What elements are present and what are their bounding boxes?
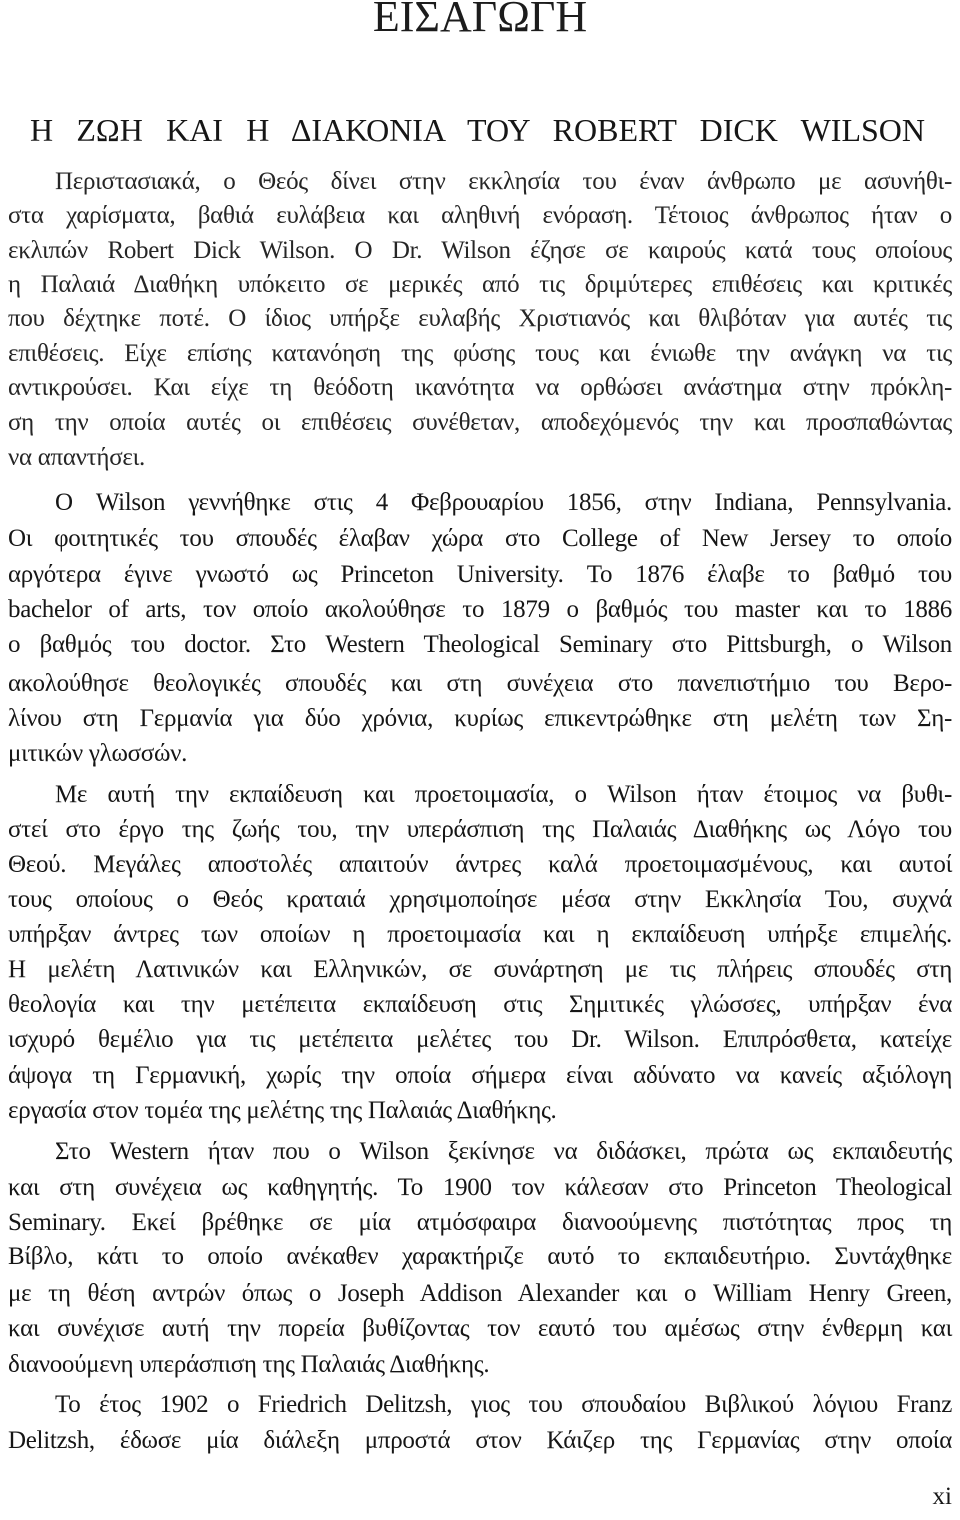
text-line: να απαντήσει. (8, 444, 145, 471)
text-line: Seminary. Εκεί βρέθηκε σε μία ατμόσφαιρα διανοούμενης πιστότητας προς τη (8, 1209, 952, 1236)
text-line: Περιστασιακά, ο Θεός δίνει στην εκκλησία του έναν άνθρωπο με ασυνήθι- (55, 168, 952, 195)
text-line: ση την οποία αυτές οι επιθέσεις συνέθεταν, αποδεχόμενός την και προσπαθώντας (8, 409, 952, 436)
text-line: τους οποίους ο Θεός κραταιά χρησιμοποίησε μέσα στην Εκκλησία Του, συχνά (8, 886, 952, 913)
page-number: xi (932, 1483, 952, 1510)
text-line: μιτικών γλωσσών. (8, 740, 188, 767)
section-title: Η ΖΩΗ ΚΑΙ Η ΔΙΑΚΟΝΙΑ ΤΟΥ ROBERT DICK WILSON (30, 112, 925, 148)
text-line: στα χαρίσματα, βαθιά ευλάβεια και αληθινή ενόραση. Τέτοιος άνθρωπος ήταν ο (8, 202, 952, 229)
text-line: εργασία στον τομέα της μελέτης της Παλαιάς Διαθήκης. (8, 1097, 557, 1124)
text-line: εκλιπών Robert Dick Wilson. Ο Dr. Wilson έζησε σε καιρούς κατά τους οποίους (8, 237, 952, 264)
text-line: Βίβλο, κάτι το οποίο ανέκαθεν χαρακτήριζε αυτό το εκπαιδευτήριο. Συντάχθηκε (8, 1243, 952, 1270)
text-line: Η μελέτη Λατινικών και Ελληνικών, σε συνάρτηση με τις πλήρεις σπουδές στη (8, 956, 952, 983)
text-line: με τη θέση αντρών όπως ο Joseph Addison Alexander και ο William Henry Green, (8, 1280, 952, 1307)
text-line: που δέχτηκε ποτέ. Ο ίδιος υπήρξε ευλαβής Χριστιανός και θλιβόταν για αυτές τις (8, 305, 952, 332)
text-line: Οι φοιτητικές του σπουδές έλαβαν χώρα στο College of New Jersey το οποίο (8, 525, 952, 552)
text-line: η Παλαιά Διαθήκη υπόκειτο σε μερικές από τις δριμύτερες επιθέσεις και κριτικές (8, 271, 952, 298)
text-line: επιθέσεις. Είχε επίσης κατανόηση της φύσης τους και ένιωθε την ανάγκη να τις (8, 340, 952, 367)
text-line: Το έτος 1902 ο Friedrich Delitzsh, γιος του σπουδαίου Βιβλικού λόγιου Franz (55, 1391, 952, 1418)
text-line: αργότερα έγινε γνωστό ως Princeton University. Το 1876 έλαβε το βαθμό του (8, 561, 952, 588)
chapter-heading: ΕΙΣΑΓΩΓΗ (372, 0, 588, 41)
text-line: Ο Wilson γεννήθηκε στις 4 Φεβρουαρίου 1856, στην Indiana, Pennsylvania. (55, 489, 952, 516)
text-line: αντικρούσει. Και είχε τη θεόδοτη ικανότητα να ορθώσει ανάστημα στην πρόκλη- (8, 374, 952, 401)
text-line: και συνέχισε αυτή την πορεία βυθίζοντας τον εαυτό του αμέσως στην ένθερμη και (8, 1315, 952, 1342)
text-line: ακολούθησε θεολογικές σπουδές και στη συνέχεια στο πανεπιστήμιο του Βερο- (8, 670, 952, 697)
text-line: Delitzsh, έδωσε μία διάλεξη μπροστά στον Κάιζερ της Γερμανίας στην οποία (8, 1427, 952, 1454)
text-line: Θεού. Μεγάλες αποστολές απαιτούν άντρες καλά προετοιμασμένους, και αυτοί (8, 851, 952, 878)
text-line: υπήρξαν άντρες των οποίων η προετοιμασία και η εκπαίδευση υπήρξε επιμελής. (8, 921, 952, 948)
text-line: Στο Western ήταν που ο Wilson ξεκίνησε να διδάσκει, πρώτα ως εκπαιδευτής (55, 1138, 952, 1165)
text-line: ισχυρό θεμέλιο για τις μετέπειτα μελέτες του Dr. Wilson. Επιπρόσθετα, κατείχε (8, 1026, 952, 1053)
text-line: θεολογία και την μετέπειτα εκπαίδευση στις Σημιτικές γλώσσες, υπήρξαν ένα (8, 991, 952, 1018)
text-line: άψογα τη Γερμανική, χωρίς την οποία σήμερα είναι αδύνατο να κανείς αξιόλογη (8, 1062, 952, 1089)
text-line: ο βαθμός του doctor. Στο Western Theological Seminary στο Pittsburgh, ο Wilson (8, 631, 952, 658)
text-line: διανοούμενη υπεράσπιση της Παλαιάς Διαθήκης. (8, 1351, 490, 1378)
text-line: στεί στο έργο της ζωής του, την υπεράσπιση της Παλαιάς Διαθήκης ως Λόγο του (8, 816, 952, 843)
text-line: και στη συνέχεια ως καθηγητής. Το 1900 τον κάλεσαν στο Princeton Theological (8, 1174, 952, 1201)
text-line: λίνου στη Γερμανία για δύο χρόνια, κυρίως επικεντρώθηκε στη μελέτη των Ση- (8, 705, 952, 732)
text-line: Με αυτή την εκπαίδευση και προετοιμασία, ο Wilson ήταν έτοιμος να βυθι- (55, 781, 952, 808)
text-line: bachelor of arts, τον οποίο ακολούθησε το 1879 ο βαθμός του master και το 1886 (8, 596, 952, 623)
